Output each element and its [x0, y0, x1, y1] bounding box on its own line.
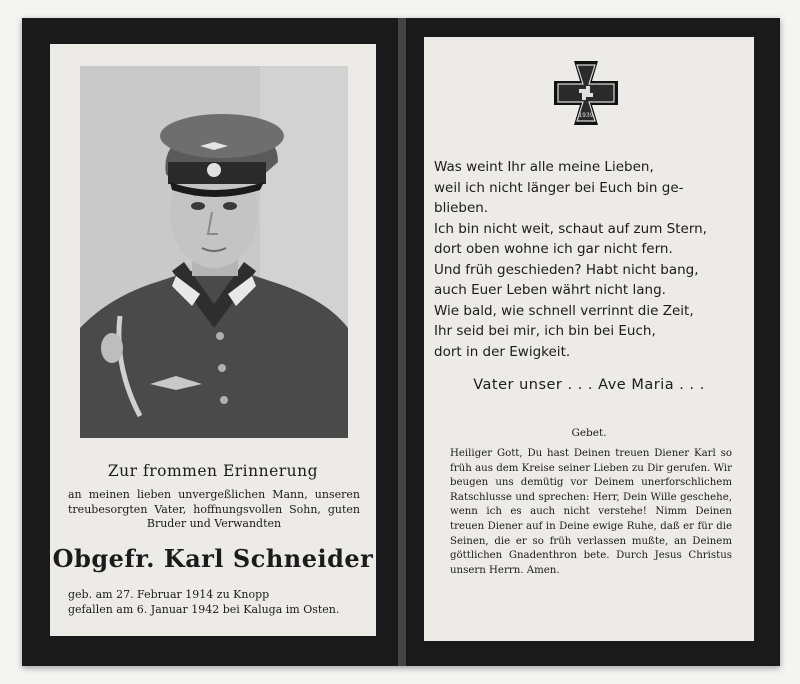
poem-line: dort oben wohne ich gar nicht fern.	[434, 241, 673, 257]
poem-line: dort in der Ewigkeit.	[434, 343, 571, 360]
short-prayer: Vater unser . . . Ave Maria . . .	[473, 377, 705, 393]
poem-line: weil ich nicht länger bei Euch bin ge-	[434, 179, 684, 196]
birth-line: geb. am 27. Februar 1914 zu Knopp	[68, 588, 270, 601]
prayer-title: Gebet.	[571, 427, 607, 439]
memorial-title: Zur frommen Erinnerung	[107, 462, 319, 480]
poem-line: Und früh geschieden? Habt nicht bang,	[434, 261, 699, 278]
prayer-text: Heiliger Gott, Du hast Deinen treuen Diener Karl so früh aus dem Kreise seiner Lieben zu Dir gerufen. Wir beugen uns demütig vor Deinem unerforschlichem Ratschlusse und sprechen: Herr, Dein Wille geschehe, wenn ich es auch nicht verstehe! Nimm Deinen treuen Diener auf in Deine ewige Ruhe, daß er für die Seinen, die er so früh verlassen mußte, an Deinem göttlichen Gnadenthron bete. Durch Jesus Christus unsern Herrn. Amen.	[450, 448, 732, 576]
soldier-portrait-photo	[80, 66, 348, 438]
deceased-name: Obgefr. Karl Schneider	[52, 544, 374, 573]
poem-line: Ich bin nicht weit, schaut auf zum Stern,	[434, 220, 707, 237]
poem-line: blieben.	[434, 200, 489, 216]
right-panel	[424, 37, 754, 641]
iron-cross-icon	[552, 59, 620, 127]
left-panel	[50, 44, 376, 636]
cross-year: 1939	[578, 112, 594, 119]
death-line: gefallen am 6. Januar 1942 bei Kaluga im Osten.	[68, 602, 340, 616]
life-dates	[68, 588, 360, 617]
poem-line: Ihr seid bei mir, ich bin bei Euch,	[434, 323, 656, 339]
poem	[434, 157, 746, 362]
card-fold	[398, 18, 406, 666]
portrait-illustration	[80, 66, 348, 438]
poem-line: auch Euer Leben währt nicht lang.	[434, 282, 666, 298]
poem-line: Was weint Ihr alle meine Lieben,	[434, 159, 654, 175]
poem-line: Wie bald, wie schnell verrinnt die Zeit,	[434, 302, 694, 319]
dedication-text: an meinen lieben unvergeßlichen Mann, unseren treubesorgten Vater, hoffnungsvollen Sohn, guten Bruder und Verwandten	[68, 488, 360, 530]
